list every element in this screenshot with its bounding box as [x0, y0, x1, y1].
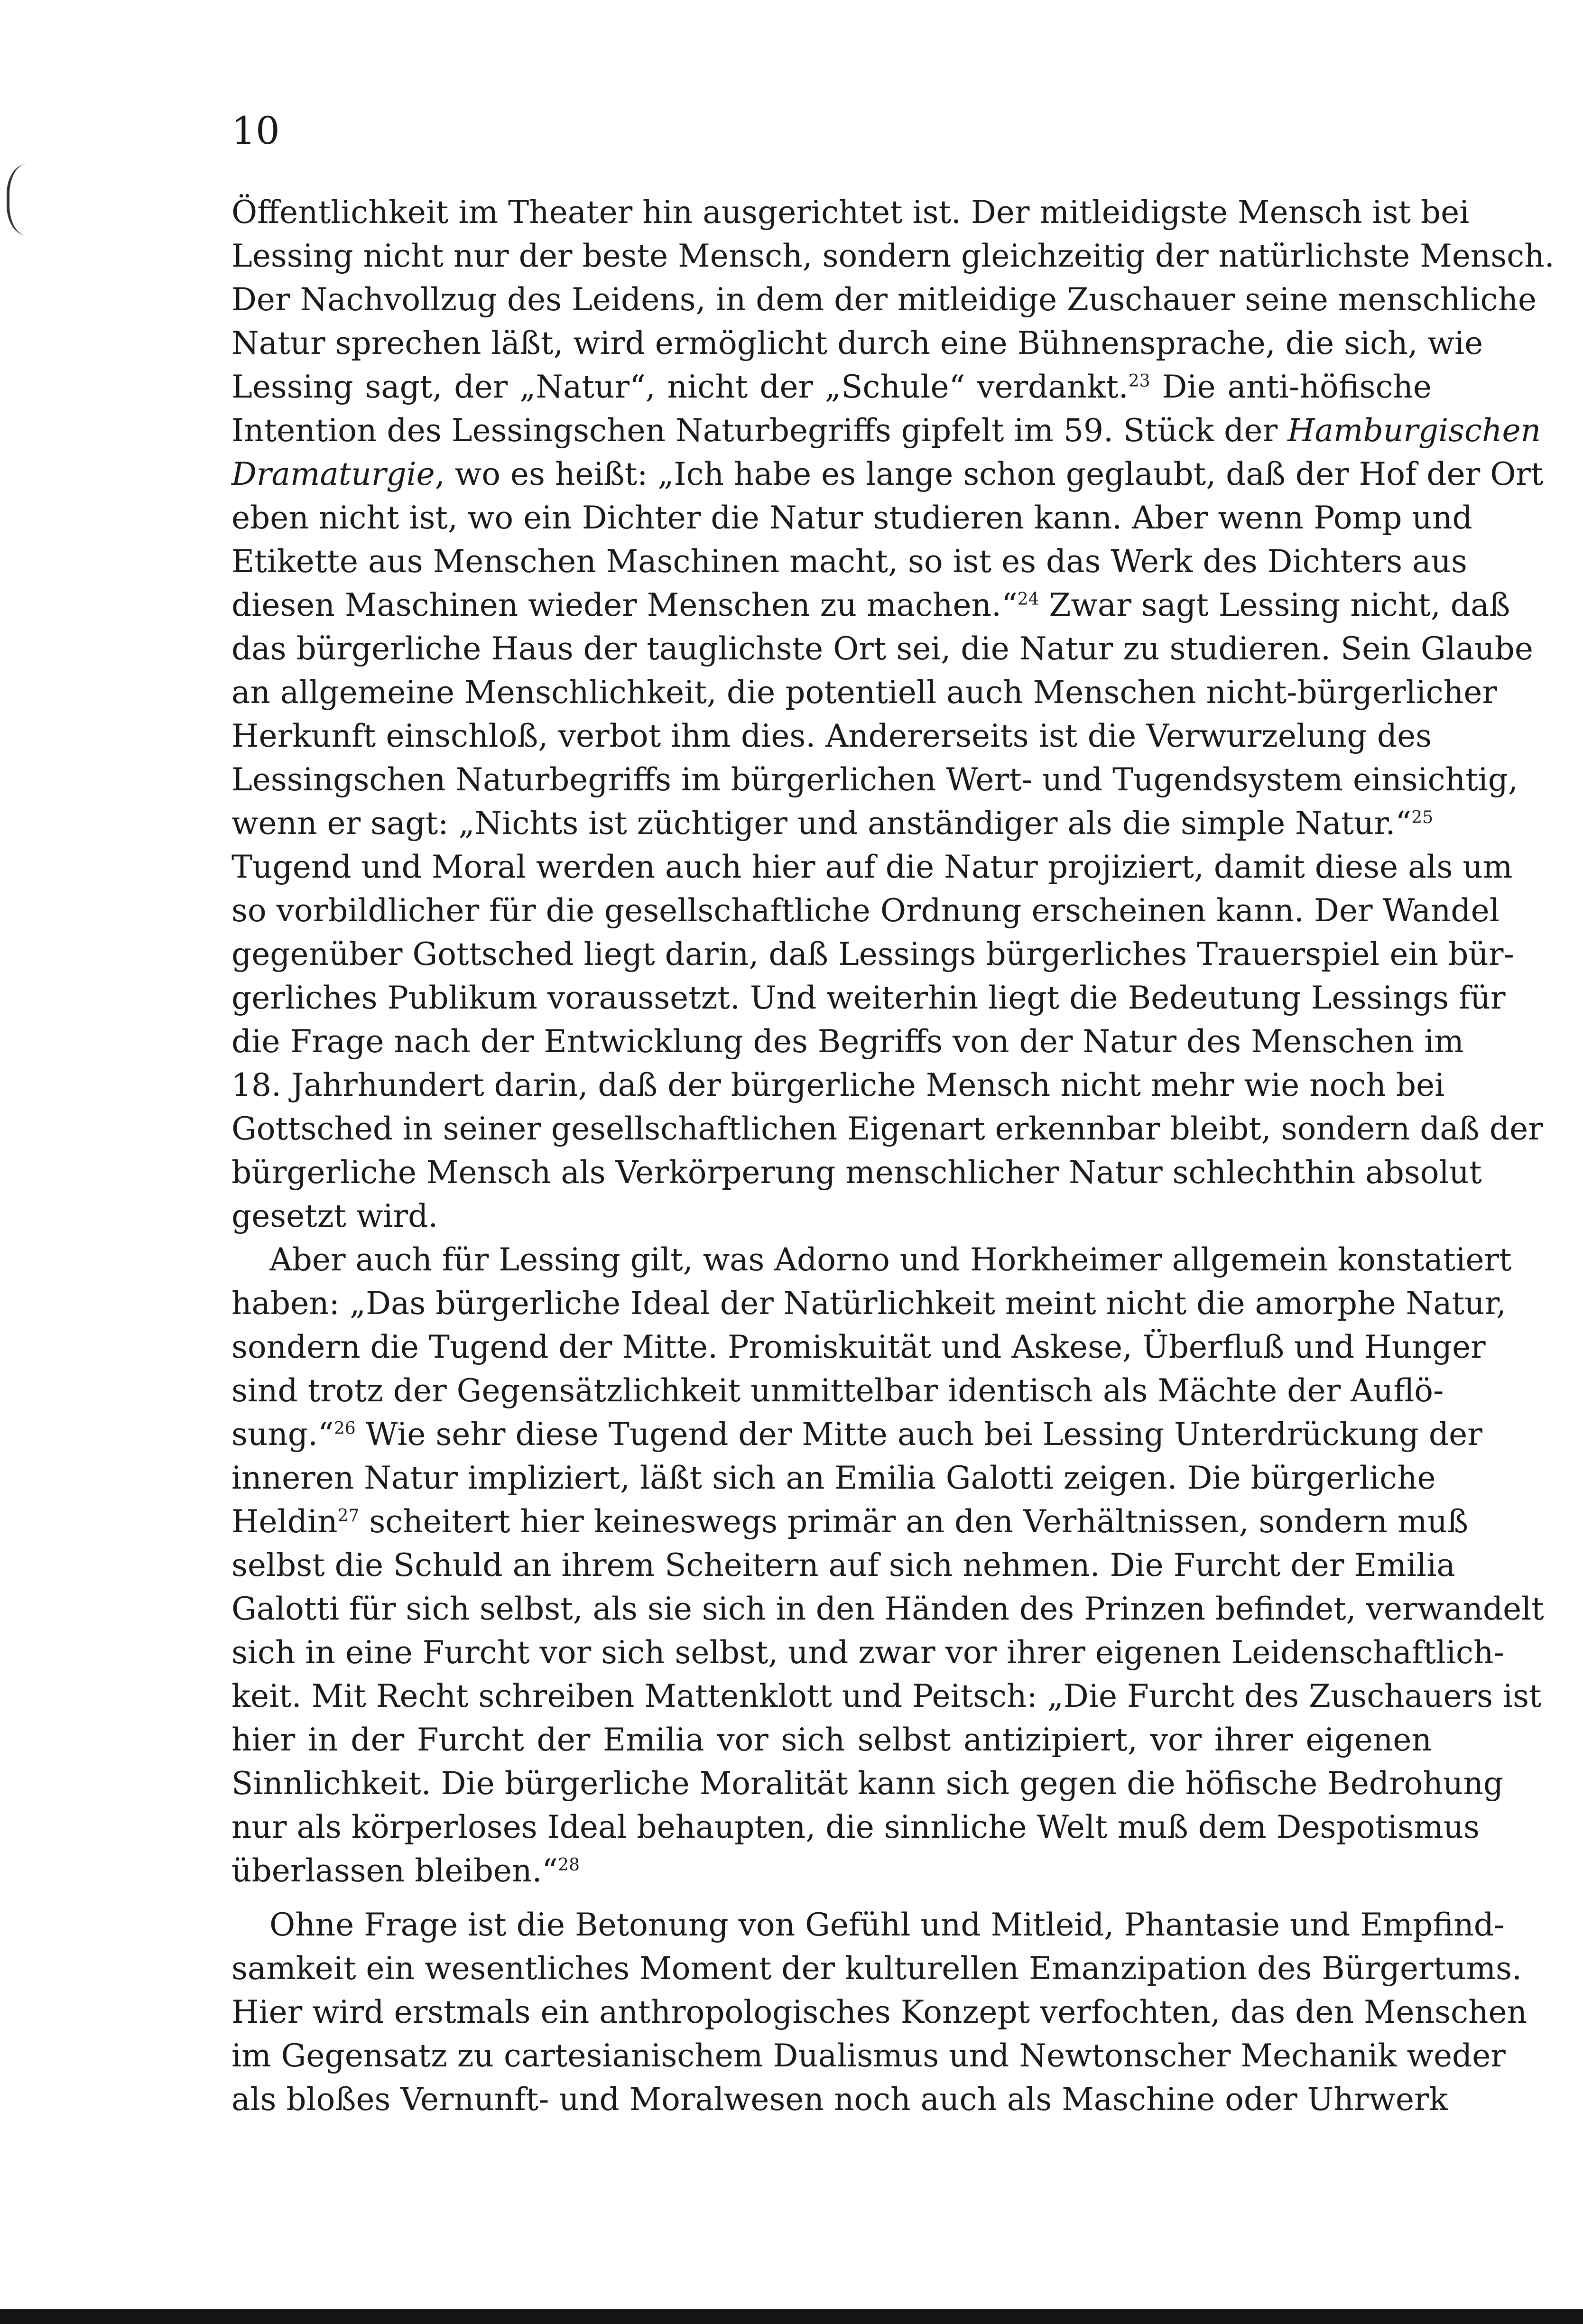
text-segment: Wie sehr diese Tugend der Mitte auch bei Lessing Unterdrückung der — [355, 1416, 1482, 1453]
text-segment: Die anti-höfische — [1150, 369, 1432, 405]
text-segment: sung.“ — [231, 1416, 334, 1453]
footnote-marker: 23 — [1128, 371, 1150, 391]
text-segment: scheitert hier keineswegs primär an den Verhältnissen, sondern muß — [359, 1503, 1469, 1540]
text-line: Etikette aus Menschen Maschinen macht, so ist es das Werk des Dichters aus — [231, 543, 1467, 580]
text-line — [231, 1413, 1482, 1456]
text-line: eben nicht ist, wo ein Dichter die Natur studieren kann. Aber wenn Pomp und — [231, 500, 1472, 536]
text-line: Natur sprechen läßt, wird ermöglicht durch eine Bühnensprache, die sich, wie — [231, 325, 1483, 361]
text-line: hier in der Furcht der Emilia vor sich selbst antizipiert, vor ihrer eigenen — [231, 1722, 1432, 1758]
text-segment: , wo es heißt: „Ich habe es lange schon geglaubt, daß der Hof der Ort — [435, 456, 1544, 492]
work-title-italic: Hamburgischen — [1287, 412, 1541, 449]
text-segment: überlassen bleiben.“ — [231, 1852, 558, 1889]
text-line — [231, 453, 1544, 496]
text-line: nur als körperloses Ideal behaupten, die sinnliche Welt muß dem Despotismus — [231, 1809, 1480, 1845]
text-line — [231, 409, 1541, 453]
text-line: die Frage nach der Entwicklung des Begriffs von der Natur des Menschen im — [231, 1023, 1464, 1060]
text-line — [231, 802, 1432, 845]
text-line: keit. Mit Recht schreiben Mattenklott und Peitsch: „Die Furcht des Zuschauers ist — [231, 1678, 1542, 1714]
text-line: sich in eine Furcht vor sich selbst, und zwar vor ihrer eigenen Leidenschaftlich- — [231, 1634, 1504, 1671]
text-line: Hier wird erstmals ein anthropologisches Konzept verfochten, das den Menschen — [231, 1994, 1527, 2030]
text-line: Herkunft einschloß, verbot ihm dies. Andererseits ist die Verwurzelung des — [231, 718, 1432, 754]
text-line: haben: „Das bürgerliche Ideal der Natürlichkeit meint nicht die amorphe Natur, — [231, 1285, 1506, 1322]
text-segment: Zwar sagt Lessing nicht, daß — [1039, 587, 1510, 623]
text-line — [231, 583, 1510, 627]
text-line: sind trotz der Gegensätzlichkeit unmittelbar identisch als Mächte der Auflö- — [231, 1372, 1444, 1409]
text-line: Lessingschen Naturbegriffs im bürgerlichen Wert- und Tugendsystem einsichtig, — [231, 761, 1518, 798]
work-title-italic: Dramaturgie — [231, 456, 435, 492]
text-line: sondern die Tugend der Mitte. Promiskuität und Askese, Überfluß und Hunger — [231, 1329, 1486, 1365]
text-line: Öffentlichkeit im Theater hin ausgerichtet ist. Der mitleidigste Mensch ist bei — [231, 194, 1470, 231]
text-line: Sinnlichkeit. Die bürgerliche Moralität kann sich gegen die höfische Bedrohung — [231, 1765, 1504, 1802]
text-line: samkeit ein wesentliches Moment der kulturellen Emanzipation des Bürgertums. — [231, 1950, 1522, 1987]
text-segment: diesen Maschinen wieder Menschen zu machen.“ — [231, 587, 1018, 623]
text-line: Ohne Frage ist die Betonung von Gefühl und Mitleid, Phantasie und Empfind- — [269, 1907, 1505, 1943]
text-line: gegenüber Gottsched liegt darin, daß Lessings bürgerliches Trauerspiel ein bür- — [231, 936, 1514, 972]
text-line: als bloßes Vernunft- und Moralwesen noch auch als Maschine oder Uhrwerk — [231, 2081, 1448, 2118]
text-line — [231, 1849, 1432, 1893]
margin-bracket-mark — [7, 164, 27, 235]
text-line: das bürgerliche Haus der tauglichste Ort sei, die Natur zu studieren. Sein Glaube — [231, 630, 1533, 667]
text-line: 18. Jahrhundert darin, daß der bürgerliche Mensch nicht mehr wie noch bei — [231, 1067, 1445, 1103]
footnote-marker: 27 — [337, 1506, 360, 1526]
footnote-marker: 25 — [1411, 808, 1434, 827]
text-line: gerliches Publikum voraussetzt. Und weiterhin liegt die Bedeutung Lessings für — [231, 980, 1506, 1016]
text-line: im Gegensatz zu cartesianischem Dualismus und Newtonscher Mechanik weder — [231, 2037, 1506, 2074]
text-segment: Lessing sagt, der „Natur“, nicht der „Schule“ verdankt. — [231, 369, 1129, 405]
text-line: so vorbildlicher für die gesellschaftliche Ordnung erscheinen kann. Der Wandel — [231, 892, 1500, 929]
text-line: bürgerliche Mensch als Verkörperung menschlicher Natur schlechthin absolut — [231, 1154, 1482, 1191]
footnote-marker: 28 — [558, 1855, 580, 1875]
text-line: Lessing nicht nur der beste Mensch, sondern gleichzeitig der natürlichste Mensch. — [231, 238, 1555, 274]
text-line: Galotti für sich selbst, als sie sich in den Händen des Prinzen befindet, verwandelt — [231, 1591, 1544, 1627]
text-line: an allgemeine Menschlichkeit, die potentiell auch Menschen nicht-bürgerlicher — [231, 674, 1497, 711]
page-number: 10 — [231, 109, 280, 153]
paragraph-gap — [231, 1893, 1432, 1903]
text-segment: wenn er sagt: „Nichts ist züchtiger und anständiger als die simple Natur.“ — [231, 805, 1412, 842]
text-line — [231, 1500, 1469, 1544]
text-line: gesetzt wird. — [231, 1198, 438, 1234]
text-line: Aber auch für Lessing gilt, was Adorno und Horkheimer allgemein konstatiert — [269, 1241, 1512, 1278]
text-line: Tugend und Moral werden auch hier auf die Natur projiziert, damit diese als um — [231, 849, 1513, 885]
text-line — [231, 365, 1432, 409]
footnote-marker: 26 — [333, 1419, 356, 1438]
text-line: Der Nachvollzug des Leidens, in dem der mitleidige Zuschauer seine menschliche — [231, 281, 1537, 318]
text-segment: Heldin — [231, 1503, 338, 1540]
text-segment: Intention des Lessingschen Naturbegriffs gipfelt im 59. Stück der — [231, 412, 1278, 449]
footnote-marker: 24 — [1017, 590, 1039, 609]
body-text — [231, 191, 1555, 2121]
text-line: Gottsched in seiner gesellschaftlichen Eigenart erkennbar bleibt, sondern daß der — [231, 1111, 1543, 1147]
scan-bottom-edge — [0, 2309, 1583, 2324]
text-line: inneren Natur impliziert, läßt sich an Emilia Galotti zeigen. Die bürgerliche — [231, 1460, 1436, 1496]
text-line: selbst die Schuld an ihrem Scheitern auf sich nehmen. Die Furcht der Emilia — [231, 1547, 1455, 1583]
